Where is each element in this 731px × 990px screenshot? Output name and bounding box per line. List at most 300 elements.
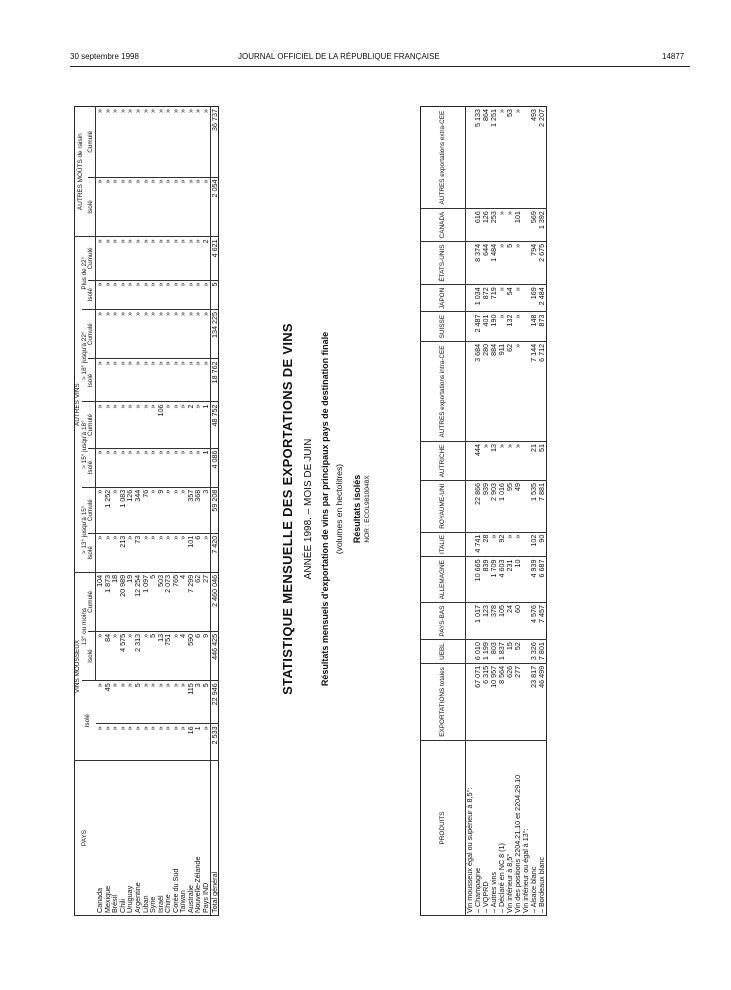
cell-value: 5 (202, 681, 210, 724)
title-block (280, 92, 371, 926)
cell-value: » (164, 487, 172, 533)
cell-value: » (172, 310, 180, 359)
table-products (420, 106, 547, 916)
total-value: 2 533 (210, 724, 219, 761)
cell-value: » (157, 533, 165, 572)
country-name: Brésil (111, 761, 119, 916)
cell-value: » (179, 448, 187, 487)
cell-value: 873 (538, 312, 547, 341)
cell-value: » (149, 280, 157, 310)
cell-value: » (498, 285, 506, 312)
country-name: Argentine (134, 761, 142, 916)
cell-value: 4 576 (530, 602, 538, 639)
cell-value: » (96, 448, 104, 487)
cell-value: » (96, 310, 104, 359)
cell-value: » (142, 631, 150, 680)
total-value: 4 086 (210, 448, 219, 487)
cell-value: » (126, 402, 134, 448)
cell-value: » (498, 209, 506, 242)
table-row (514, 107, 522, 916)
cell-value: 84 (104, 631, 112, 680)
product-name: – Autres vins (490, 741, 498, 916)
cell-value: » (164, 359, 172, 402)
cell-value: 24 (506, 602, 514, 639)
cell-value: 104 (96, 572, 104, 631)
total-value: 4 621 (210, 237, 219, 280)
cell-value: » (96, 402, 104, 448)
cell-value: » (104, 237, 112, 280)
table-row (104, 107, 112, 916)
product-name: Vin inférieur à 8,5° (506, 741, 514, 916)
group-autres-mouts: AUTRES MOÛTS de raisin (75, 107, 89, 237)
cell-value: 3 (202, 487, 210, 533)
cell-value: » (119, 107, 127, 178)
col-isole: Isolé (88, 177, 95, 237)
cell-value: » (96, 487, 104, 533)
total-value: 7 420 (210, 533, 219, 572)
table-row (194, 107, 202, 916)
cell-value: 280 (482, 341, 490, 441)
cell-value: » (164, 681, 172, 724)
col-header: AUTRES exportations extra-CEE (421, 107, 466, 209)
cell-value: » (126, 533, 134, 572)
cell-value: 123 (482, 602, 490, 639)
col-header: ROYAUME-UNI (421, 480, 466, 532)
cell-value: » (187, 237, 195, 280)
cell-value: » (142, 448, 150, 487)
cell-value: » (149, 681, 157, 724)
cell-value: » (164, 177, 172, 237)
cell-value: 101 (187, 533, 195, 572)
col-header: CANADA (421, 209, 466, 242)
cell-value: » (194, 107, 202, 178)
cell-value: » (172, 533, 180, 572)
cell-value: 106 (157, 402, 165, 448)
cell-value: 803 (490, 640, 498, 664)
cell-value: » (194, 448, 202, 487)
cell-value: 4 603 (498, 557, 506, 603)
cell-value: » (111, 631, 119, 680)
total-row (210, 107, 219, 916)
cell-value: » (96, 681, 104, 724)
cell-value: » (498, 241, 506, 284)
cell-value: » (149, 487, 157, 533)
main-title: STATISTIQUE MENSUELLE DES EXPORTATIONS DE VINS (280, 323, 295, 695)
cell-value: » (179, 359, 187, 402)
cell-value: » (498, 442, 506, 481)
cell-value (522, 107, 530, 209)
table-row (142, 107, 150, 916)
cell-value: 253 (490, 209, 498, 242)
cell-value: » (172, 237, 180, 280)
cell-value: » (126, 107, 134, 178)
cell-value: » (149, 310, 157, 359)
col-cumule: Cumulé (88, 107, 95, 178)
cell-value: 5 133 (474, 107, 482, 209)
cell-value: 1 535 (530, 480, 538, 532)
cell-value: » (482, 442, 490, 481)
cell-value: » (111, 107, 119, 178)
cell-value: » (179, 724, 187, 761)
cell-value: » (104, 533, 112, 572)
cell-value: » (179, 533, 187, 572)
cell-value: 4 741 (474, 532, 482, 557)
cell-value: 2 903 (490, 480, 498, 532)
table-row (202, 107, 210, 916)
cell-value: 1 (202, 448, 210, 487)
cell-value: 6 315 (482, 663, 490, 740)
header-date: 30 septembre 1998 (70, 52, 139, 61)
cell-value: » (111, 177, 119, 237)
cell-value: » (142, 533, 150, 572)
col-isole: Isolé (88, 533, 95, 572)
cell-value: 2 487 (474, 312, 482, 341)
cell-value: 2 484 (538, 285, 547, 312)
cell-value: » (111, 448, 119, 487)
cell-value: » (119, 448, 127, 487)
cell-value: 2 (202, 237, 210, 280)
cell-value: 8 374 (474, 241, 482, 284)
cell-value: 2 073 (164, 572, 172, 631)
cell-value: » (157, 681, 165, 724)
cell-value: 231 (506, 557, 514, 603)
total-value: 48 752 (210, 402, 219, 448)
product-name: Vin mousseux égal ou supérieur à 8,5°: (466, 741, 475, 916)
cell-value: 54 (506, 285, 514, 312)
cell-value: » (172, 448, 180, 487)
cell-value: » (157, 448, 165, 487)
col-header: AUTRES exportations intra-CEE (421, 341, 466, 441)
product-name: – Champagne (474, 741, 482, 916)
sub-plus-22: Plus de 22° (82, 237, 89, 310)
cell-value: 10 665 (474, 557, 482, 603)
cell-value: » (126, 681, 134, 724)
cell-value: » (172, 177, 180, 237)
cell-value: 132 (506, 312, 514, 341)
cell-value: » (157, 724, 165, 761)
cell-value: 626 (506, 663, 514, 740)
product-name: – Alsace blanc (530, 741, 538, 916)
cell-value: 6 687 (538, 557, 547, 603)
col-isole: Isolé (88, 448, 95, 487)
cell-value: 719 (490, 285, 498, 312)
mousseux-isole: Isolé (82, 681, 96, 761)
cell-value: 444 (474, 442, 482, 481)
table-row (187, 107, 195, 916)
cell-value: 503 (157, 572, 165, 631)
cell-value: 19 (126, 572, 134, 631)
cell-value: » (119, 402, 127, 448)
cell-value: » (119, 681, 127, 724)
cell-value: » (172, 402, 180, 448)
cell-value: 20 989 (119, 572, 127, 631)
cell-value: » (172, 487, 180, 533)
cell-value: » (179, 280, 187, 310)
cell-value: 1 (202, 402, 210, 448)
sub-13-ou-moins: 13° ou moins (82, 572, 89, 680)
cell-value: » (202, 359, 210, 402)
product-name: Vin inférieur ou égal à 13°: (522, 741, 530, 916)
cell-value: » (187, 448, 195, 487)
cell-value: 190 (490, 312, 498, 341)
cell-value: 7 881 (538, 480, 547, 532)
table-countries (74, 106, 219, 916)
cell-value: » (104, 448, 112, 487)
cell-value: » (157, 107, 165, 178)
cell-value: 45 (104, 681, 112, 724)
cell-value: 5 (506, 241, 514, 284)
header-rule (70, 66, 690, 67)
cell-value: 6 (194, 533, 202, 572)
country-name: Australie (187, 761, 195, 916)
cell-value: 60 (514, 602, 522, 639)
cell-value: 2 (187, 402, 195, 448)
cell-value: 148 (530, 312, 538, 341)
cell-value: 1 199 (482, 640, 490, 664)
cell-value: » (96, 280, 104, 310)
country-name: Syrie (149, 761, 157, 916)
country-name: Corée du Sud (172, 761, 180, 916)
cell-value: » (202, 107, 210, 178)
cell-value: » (202, 533, 210, 572)
cell-value: » (104, 280, 112, 310)
cell-value: 1 017 (474, 602, 482, 639)
cell-value: 18 (111, 572, 119, 631)
cell-value: » (149, 448, 157, 487)
cell-value: » (172, 107, 180, 178)
cell-value: 115 (187, 681, 195, 724)
cell-value: » (194, 177, 202, 237)
cell-value: » (111, 402, 119, 448)
cell-value: 5 (149, 631, 157, 680)
total-value: 134 225 (210, 310, 219, 359)
sub-13-15: > 13° jusqu'à 15° (82, 487, 89, 572)
cell-value: » (142, 310, 150, 359)
sub-18-22: > 18° jusqu'à 22° (82, 310, 89, 402)
cell-value: 9 (202, 631, 210, 680)
col-header: AUTRICHE (421, 442, 466, 481)
cell-value: » (142, 681, 150, 724)
cell-value: » (119, 310, 127, 359)
cell-value: 911 (498, 341, 506, 441)
cell-value: 15 (506, 640, 514, 664)
cell-value: » (119, 177, 127, 237)
cell-value: » (96, 724, 104, 761)
col-header: ITALIE (421, 532, 466, 557)
col-header: ÉTATS-UNIS (421, 241, 466, 284)
cell-value: 126 (482, 209, 490, 242)
cell-value: » (187, 107, 195, 178)
cell-value: » (498, 107, 506, 209)
rotated-page-content (68, 92, 662, 926)
cell-value: 16 (187, 724, 195, 761)
country-name: Chili (119, 761, 127, 916)
cell-value: 1 097 (142, 572, 150, 631)
cell-value: » (172, 724, 180, 761)
cell-value: » (111, 533, 119, 572)
cell-value: 4 (179, 572, 187, 631)
cell-value: 27 (202, 572, 210, 631)
cell-value: » (96, 177, 104, 237)
cell-value: » (514, 341, 522, 441)
cell-value: 9 (157, 487, 165, 533)
cell-value: 368 (194, 487, 202, 533)
cell-value: 2 207 (538, 107, 547, 209)
cell-value: » (172, 280, 180, 310)
cell-value: » (514, 532, 522, 557)
col-header: ALLEMAGNE (421, 557, 466, 603)
cell-value: » (172, 681, 180, 724)
cell-value: » (514, 442, 522, 481)
cell-value: » (164, 402, 172, 448)
cell-value: » (179, 177, 187, 237)
cell-value: » (157, 237, 165, 280)
cell-value: » (506, 209, 514, 242)
cell-value: 102 (530, 532, 538, 557)
cell-value: 7 801 (538, 640, 547, 664)
cell-value: » (164, 724, 172, 761)
cell-value: 1 016 (498, 480, 506, 532)
cell-value: 277 (514, 663, 522, 740)
cell-value: 49 (514, 480, 522, 532)
cell-value: » (506, 442, 514, 481)
cell-value: 5 (149, 572, 157, 631)
cell-value: 401 (482, 312, 490, 341)
cell-value: 12 254 (134, 572, 142, 631)
cell-value: 590 (187, 631, 195, 680)
cell-value: 169 (530, 285, 538, 312)
cell-value: 872 (482, 285, 490, 312)
cell-value: » (194, 359, 202, 402)
cell-value: 62 (506, 341, 514, 441)
cell-value: 10 957 (490, 663, 498, 740)
col-header: JAPON (421, 285, 466, 312)
table-row (111, 107, 119, 916)
cell-value: » (134, 310, 142, 359)
total-value: 59 208 (210, 487, 219, 533)
table-row (474, 107, 482, 916)
country-name: Liban (142, 761, 150, 916)
country-name: Mexique (104, 761, 112, 916)
cell-value: » (104, 107, 112, 178)
cell-value: 52 (514, 640, 522, 664)
year-month: ANNÉE 1998. – MOIS DE JUIN (303, 438, 314, 580)
cell-value: » (134, 724, 142, 761)
cell-value: » (179, 402, 187, 448)
cell-value: » (149, 177, 157, 237)
col-cumule: Cumulé (88, 402, 95, 448)
cell-value: » (179, 310, 187, 359)
country-name: Taïwan (179, 761, 187, 916)
cell-value: » (111, 681, 119, 724)
cell-value: 10 (514, 557, 522, 603)
cell-value: » (111, 310, 119, 359)
cell-value: 2 675 (538, 241, 547, 284)
cell-value: 213 (119, 533, 127, 572)
cell-value: » (164, 237, 172, 280)
col-isole: Isolé (88, 280, 95, 310)
cell-value: 101 (514, 209, 522, 242)
cell-value: » (194, 280, 202, 310)
cell-value: 1 837 (498, 640, 506, 664)
cell-value: » (126, 724, 134, 761)
cell-value: 939 (482, 480, 490, 532)
cell-value: » (96, 631, 104, 680)
cell-value: » (157, 310, 165, 359)
cell-value: 7 299 (187, 572, 195, 631)
cell-value: » (498, 312, 506, 341)
cell-value: » (134, 448, 142, 487)
cell-value: 95 (506, 480, 514, 532)
cell-value: » (179, 107, 187, 178)
cell-value: » (514, 312, 522, 341)
cell-value: » (187, 310, 195, 359)
cell-value: 4 939 (530, 557, 538, 603)
cell-value: » (126, 359, 134, 402)
cell-value: 884 (490, 341, 498, 441)
cell-value: » (104, 359, 112, 402)
country-name: Pays IND (202, 761, 210, 916)
cell-value: » (172, 631, 180, 680)
cell-value: » (111, 237, 119, 280)
cell-value: » (187, 359, 195, 402)
cell-value: 90 (538, 532, 547, 557)
cell-value: » (134, 107, 142, 178)
cell-value: » (104, 724, 112, 761)
cell-value: » (157, 177, 165, 237)
cell-value: » (126, 631, 134, 680)
cell-value: 344 (134, 487, 142, 533)
cell-value: » (149, 402, 157, 448)
results-heading: Résultats isolés (352, 474, 362, 544)
cell-value: » (126, 177, 134, 237)
header-journal: JOURNAL OFFICIEL DE LA RÉPUBLIQUE FRANÇAISE (238, 52, 440, 61)
product-name: – Déclaré en NC 8 (1) (498, 741, 506, 916)
col-cumule: Cumulé (88, 237, 95, 280)
cell-value: » (96, 533, 104, 572)
col-header: SUISSE (421, 312, 466, 341)
cell-value: » (126, 310, 134, 359)
cell-value: 794 (530, 241, 538, 284)
country-name: Chine (164, 761, 172, 916)
cell-value: » (164, 280, 172, 310)
cell-value: 1 484 (490, 241, 498, 284)
cell-value: 3 326 (530, 640, 538, 664)
cell-value: » (126, 237, 134, 280)
col-cumule: Cumulé (88, 572, 95, 631)
nor-reference: NOR : ECOL9810048X (364, 475, 371, 543)
col-cumule: Cumulé (88, 487, 95, 533)
cell-value: 7 457 (538, 602, 547, 639)
table-row (126, 107, 134, 916)
cell-value: 62 (194, 572, 202, 631)
cell-value: » (164, 310, 172, 359)
cell-value: » (104, 177, 112, 237)
cell-value: 1 392 (538, 209, 547, 242)
country-name: Nouvelle-Zélande (194, 761, 202, 916)
cell-value: » (142, 107, 150, 178)
sub-15-18: > 15° jusqu'à 18° (82, 402, 89, 487)
cell-value: » (172, 359, 180, 402)
cell-value: 765 (172, 572, 180, 631)
cell-value: 92 (498, 532, 506, 557)
cell-value: » (194, 237, 202, 280)
header-page-number: 14877 (662, 52, 685, 61)
table-row (96, 107, 104, 916)
cell-value: » (157, 359, 165, 402)
subtitle: Résultats mensuels d'exportation de vins par principaux pays de destination finale (320, 331, 330, 687)
cell-value: 6 (194, 631, 202, 680)
